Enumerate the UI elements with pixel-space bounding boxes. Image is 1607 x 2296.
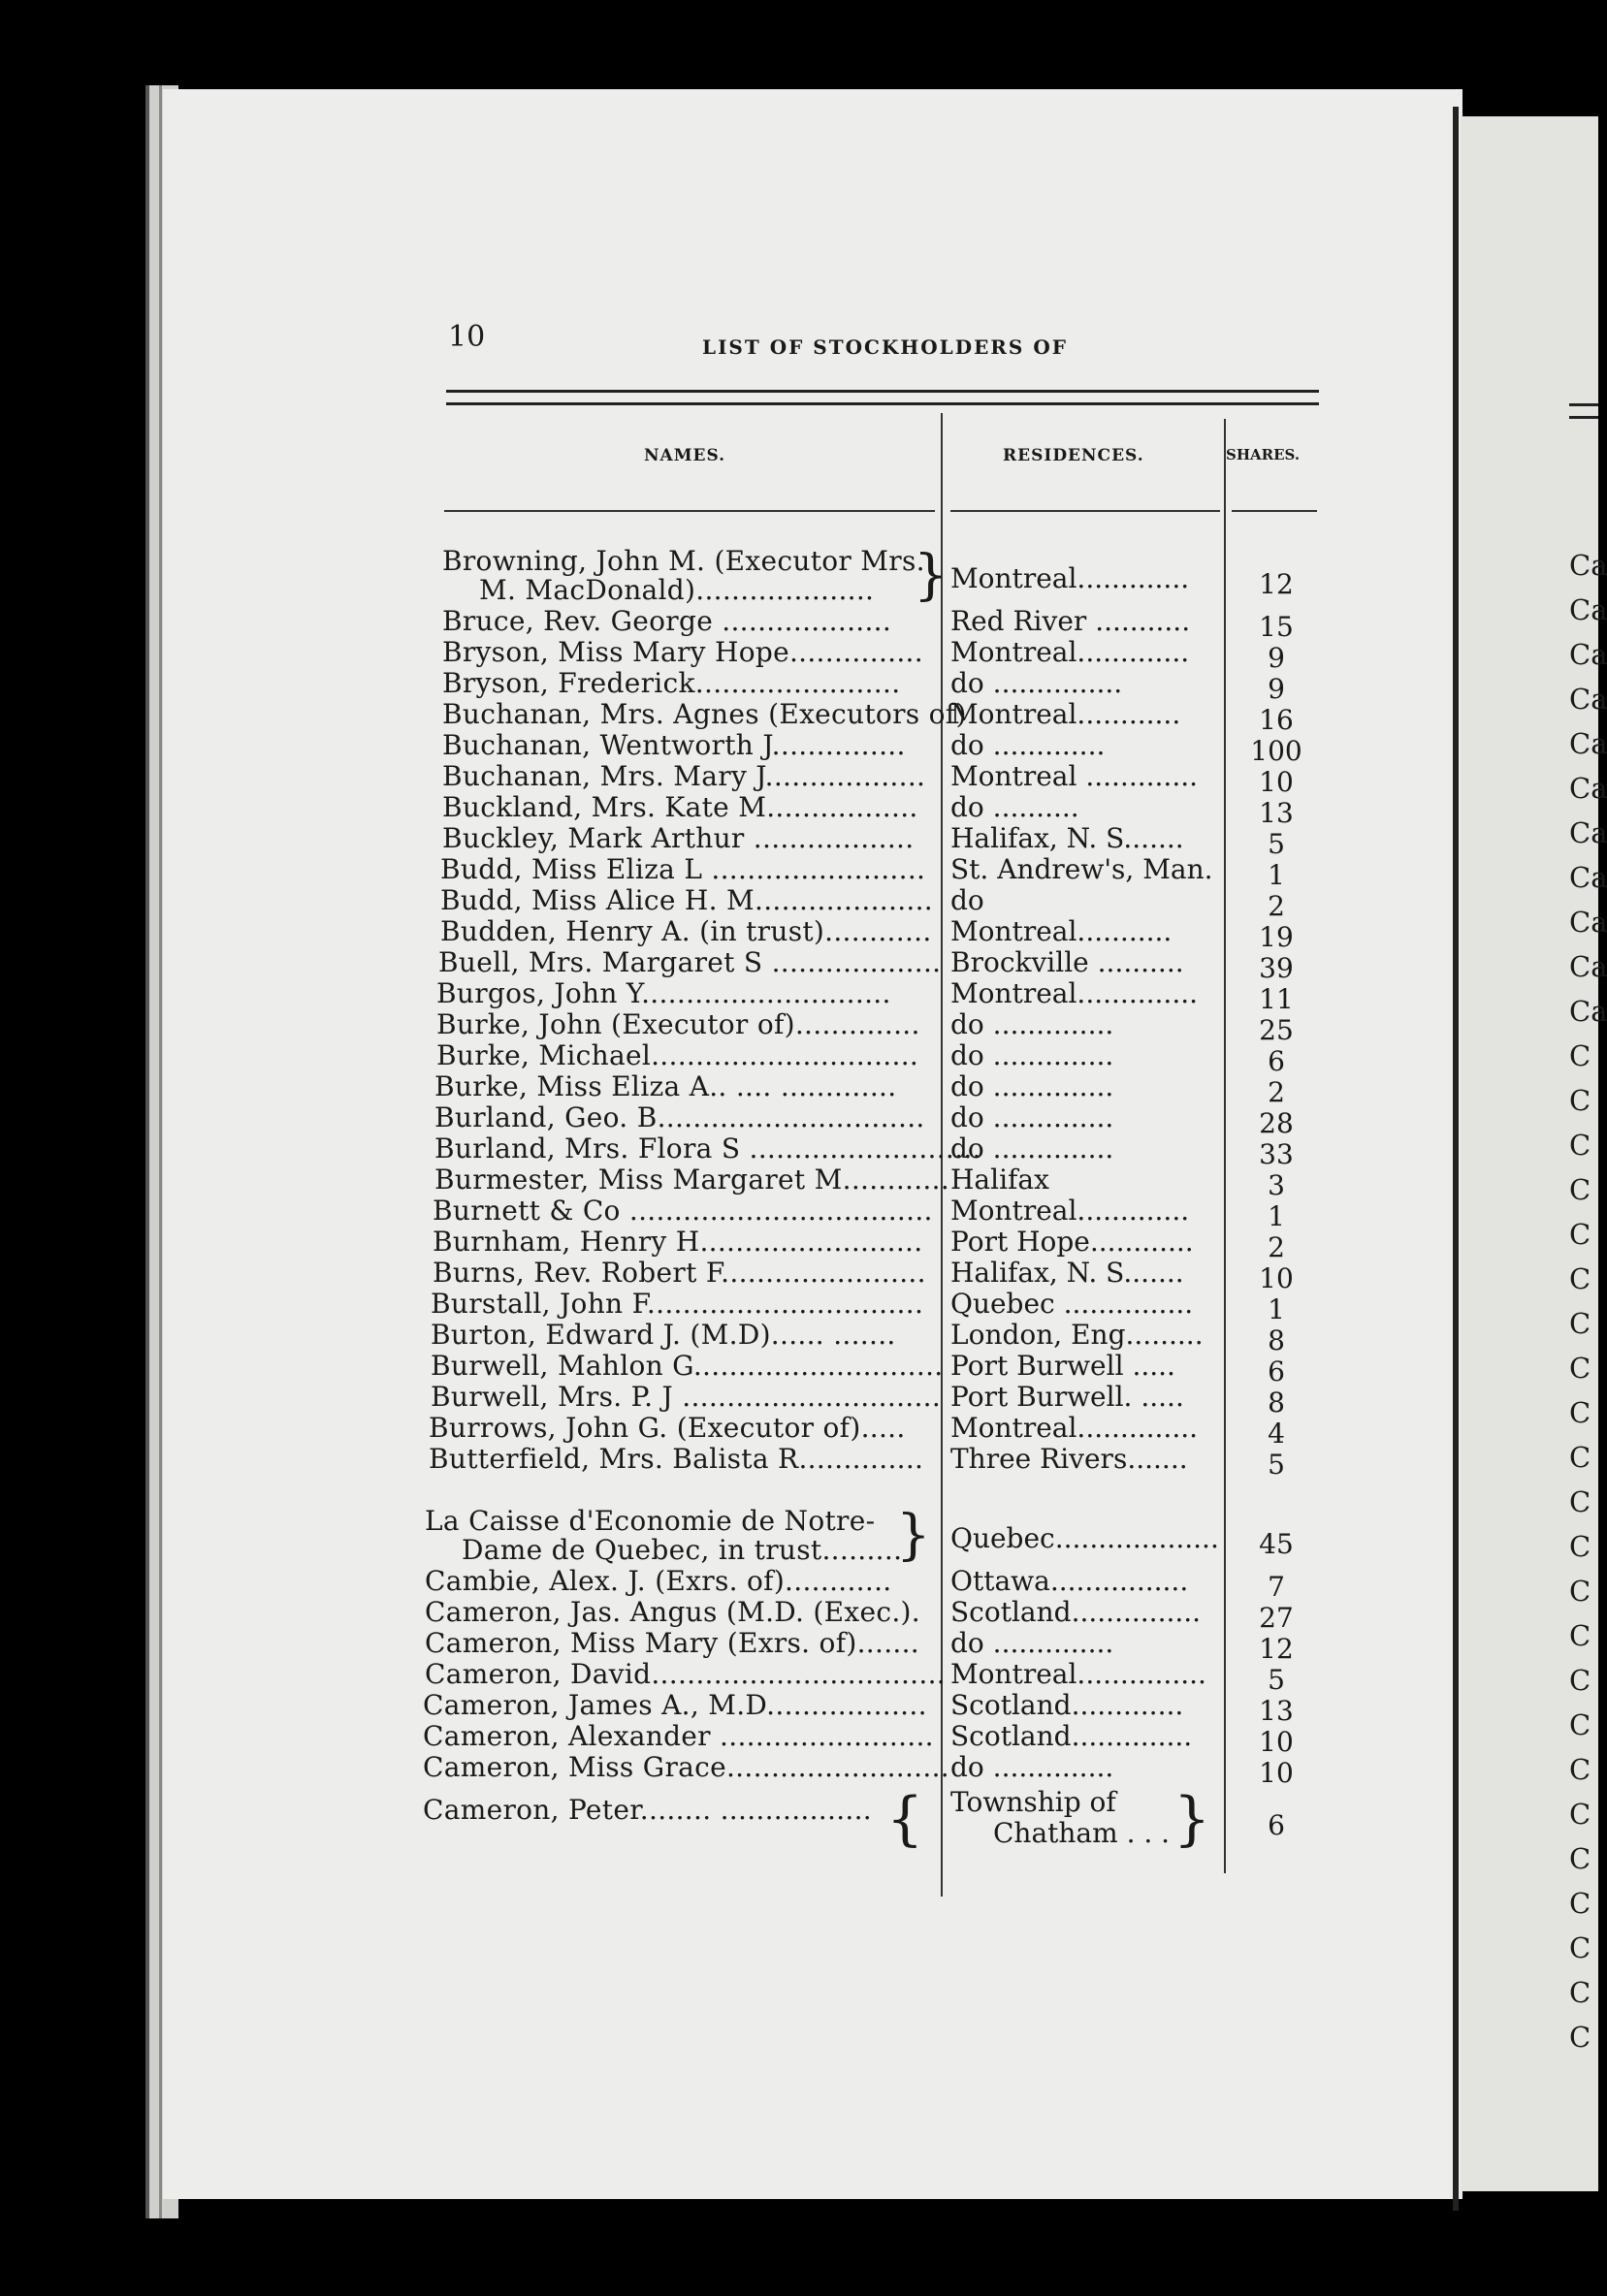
- stockholder-name: Budden, Henry A. (in trust)............: [440, 915, 932, 947]
- adjacent-page-letter: Ca: [1569, 727, 1607, 760]
- stockholder-name: Burland, Mrs. Flora S ..........................: [434, 1132, 981, 1164]
- stockholder-name: Cambie, Alex. J. (Exrs. of)............: [425, 1565, 892, 1597]
- share-count: 8: [1268, 1387, 1285, 1419]
- stockholder-name: Buchanan, Mrs. Agnes (Executors of): [442, 698, 967, 730]
- share-count: 2: [1268, 1076, 1285, 1108]
- stockholder-name: Burland, Geo. B..............................: [434, 1101, 925, 1133]
- residence: London, Eng.........: [950, 1319, 1204, 1351]
- stockholder-name: Burns, Rev. Robert F.......................: [433, 1257, 926, 1289]
- residence: Halifax, N. S.......: [950, 1257, 1184, 1289]
- share-count: 16: [1259, 704, 1294, 736]
- share-count: 9: [1268, 673, 1285, 705]
- share-count: 6: [1268, 1045, 1285, 1077]
- stockholder-name: Burrows, John G. (Executor of).....: [429, 1412, 906, 1444]
- stockholder-name: Burnett & Co ..................................: [433, 1195, 933, 1227]
- adjacent-page-letter: C: [1569, 1842, 1591, 1875]
- residence: do ..............: [950, 1627, 1114, 1659]
- shares-header-rule: [1232, 510, 1317, 512]
- share-count: 5: [1268, 1449, 1285, 1481]
- share-count: 100: [1250, 735, 1302, 767]
- stockholder-name: Budd, Miss Alice H. M....................: [440, 884, 934, 916]
- adjacent-page-letter: C: [1569, 1485, 1591, 1518]
- stockholder-name: La Caisse d'Economie de Notre-: [425, 1505, 876, 1537]
- adjacent-page-letter: Ca: [1569, 549, 1607, 582]
- stockholder-name: Cameron, James A., M.D..................: [423, 1689, 927, 1721]
- stockholder-name: Buell, Mrs. Margaret S ...................: [438, 946, 942, 978]
- residence: Port Burwell .....: [950, 1350, 1175, 1382]
- share-count: 12: [1259, 568, 1294, 600]
- share-count: 6: [1268, 1355, 1285, 1387]
- share-count: 1: [1268, 1200, 1285, 1232]
- adjacent-page-letter: C: [1569, 1575, 1591, 1608]
- residence: Montreal...........: [950, 915, 1173, 947]
- residence: Montreal.............: [950, 636, 1190, 668]
- stockholder-name: Burgos, John Y............................: [436, 977, 891, 1009]
- share-count: 2: [1268, 890, 1285, 922]
- adjacent-page-letter: C: [1569, 1931, 1591, 1964]
- adjacent-page-letter: Ca: [1569, 638, 1607, 671]
- residence: do: [950, 884, 984, 916]
- residence: Township of: [950, 1786, 1116, 1818]
- stockholder-name: Buckley, Mark Arthur ..................: [442, 822, 915, 854]
- residence: Three Rivers.......: [950, 1443, 1188, 1475]
- stockholder-name: Bryson, Frederick.......................: [442, 667, 901, 699]
- stockholder-name: Browning, John M. (Executor Mrs.: [442, 545, 925, 577]
- adjacent-page-letter: C: [1569, 1753, 1591, 1786]
- stockholder-name: Burwell, Mrs. P. J .............................: [431, 1381, 942, 1413]
- stockholder-name: Burstall, John F...............................: [431, 1288, 924, 1320]
- adjacent-page-letter: Ca: [1569, 772, 1607, 805]
- residence: Montreal.............: [950, 1195, 1190, 1227]
- stockholder-name: Burke, Miss Eliza A.. .... .............: [434, 1070, 897, 1102]
- residence: St. Andrew's, Man.: [950, 853, 1213, 885]
- adjacent-page-letter: C: [1569, 1798, 1591, 1831]
- page-number: 10: [448, 320, 486, 354]
- stockholder-name: Cameron, Peter........ .................: [423, 1794, 873, 1826]
- residence: Halifax, N. S.......: [950, 822, 1184, 854]
- residence: do ..............: [950, 1132, 1114, 1164]
- left-brace: {: [886, 1785, 924, 1853]
- share-count: 10: [1259, 1262, 1294, 1294]
- residence: Montreal...............: [950, 1658, 1206, 1690]
- adjacent-page-letter: C: [1569, 1887, 1591, 1920]
- share-count: 45: [1259, 1528, 1294, 1560]
- share-count: 13: [1259, 1695, 1294, 1727]
- stockholder-name: Buchanan, Mrs. Mary J..................: [442, 760, 926, 792]
- share-count: 8: [1268, 1324, 1285, 1356]
- residence: Montreal............: [950, 698, 1181, 730]
- stockholder-name: Bryson, Miss Mary Hope...............: [442, 636, 923, 668]
- running-title: LIST OF STOCKHOLDERS OF: [702, 335, 1068, 359]
- residences-header-rule: [950, 510, 1220, 512]
- residence: Port Burwell. .....: [950, 1381, 1184, 1413]
- residence: Montreal.............: [950, 562, 1190, 594]
- header-double-rule: [446, 390, 1319, 405]
- adjacent-page-letter: Ca: [1569, 995, 1607, 1028]
- share-count: 3: [1268, 1169, 1285, 1201]
- stockholder-name: Cameron, Miss Grace.........................: [423, 1751, 949, 1783]
- stockholder-name: Burke, Michael..............................: [436, 1039, 919, 1071]
- share-count: 39: [1259, 952, 1294, 984]
- share-count: 7: [1268, 1571, 1285, 1603]
- adjacent-page-letter: C: [1569, 1976, 1591, 2009]
- share-count: 10: [1259, 766, 1294, 798]
- adjacent-page-letter: C: [1569, 1084, 1591, 1117]
- share-count: 9: [1268, 642, 1285, 674]
- share-count: 33: [1259, 1138, 1294, 1170]
- right-brace: }: [1173, 1785, 1211, 1853]
- adjacent-page-letter: C: [1569, 1352, 1591, 1385]
- share-count: 12: [1259, 1633, 1294, 1665]
- residences-column-header: RESIDENCES.: [1003, 446, 1144, 465]
- adjacent-page-letter: C: [1569, 2021, 1591, 2054]
- residence: Quebec ...............: [950, 1288, 1194, 1320]
- share-count: 1: [1268, 1293, 1285, 1325]
- residence: Quebec...................: [950, 1522, 1219, 1554]
- adjacent-page-letter: Ca: [1569, 861, 1607, 894]
- residence: Montreal..............: [950, 977, 1199, 1009]
- residence: do ...............: [950, 667, 1123, 699]
- adjacent-page-letter: C: [1569, 1039, 1591, 1072]
- stockholder-name: Cameron, Alexander ........................: [423, 1720, 934, 1752]
- share-count: 19: [1259, 921, 1294, 953]
- adjacent-page-letter: C: [1569, 1708, 1591, 1741]
- adjacent-page-letter: C: [1569, 1664, 1591, 1697]
- residence: do ..............: [950, 1070, 1114, 1102]
- stockholder-name: Burnham, Henry H.........................: [433, 1226, 923, 1258]
- adjacent-page-letter: Ca: [1569, 906, 1607, 939]
- stockholder-name: Buckland, Mrs. Kate M.................: [442, 791, 918, 823]
- residence: do ..........: [950, 791, 1079, 823]
- adjacent-page-letter: C: [1569, 1619, 1591, 1652]
- adjacent-page-letter: Ca: [1569, 593, 1607, 626]
- stockholder-name: Burwell, Mahlon G............................: [431, 1350, 944, 1382]
- shares-column-header: SHARES.: [1226, 446, 1301, 463]
- share-count: 11: [1259, 983, 1294, 1015]
- residence: Scotland...............: [950, 1596, 1202, 1628]
- residence: do ..............: [950, 1008, 1114, 1040]
- adjacent-page-letter: Ca: [1569, 950, 1607, 983]
- share-count: 13: [1259, 797, 1294, 829]
- residence: Ottawa................: [950, 1565, 1189, 1597]
- residence: Port Hope............: [950, 1226, 1194, 1258]
- right-brace: }: [914, 544, 948, 607]
- adjacent-page-letter: Ca: [1569, 816, 1607, 849]
- stockholder-name: Burton, Edward J. (M.D)...... .......: [431, 1319, 896, 1351]
- adjacent-page-letter: Ca: [1569, 683, 1607, 716]
- right-brace: }: [896, 1504, 931, 1567]
- residence: Brockville ..........: [950, 946, 1184, 978]
- residence: Red River ...........: [950, 605, 1191, 637]
- stockholder-name: Burmester, Miss Margaret M............: [434, 1164, 950, 1196]
- residence: do ..............: [950, 1751, 1114, 1783]
- stockholder-name: Cameron, David.................................: [425, 1658, 946, 1690]
- share-count: 4: [1268, 1418, 1285, 1450]
- names-column-header: NAMES.: [644, 446, 726, 465]
- residence: do .............: [950, 729, 1106, 761]
- residence: Montreal .............: [950, 760, 1199, 792]
- stockholder-name-continued: Dame de Quebec, in trust.........: [462, 1534, 903, 1566]
- share-count: 10: [1259, 1757, 1294, 1789]
- share-count: 5: [1268, 1664, 1285, 1696]
- adjacent-page-letter: C: [1569, 1173, 1591, 1206]
- adjacent-page-letter: C: [1569, 1441, 1591, 1474]
- share-count: 1: [1268, 859, 1285, 891]
- residence: Halifax: [950, 1164, 1049, 1196]
- share-count: 25: [1259, 1014, 1294, 1046]
- stockholder-name-continued: M. MacDonald)....................: [479, 574, 875, 606]
- residence: Montreal..............: [950, 1412, 1199, 1444]
- share-count: 15: [1259, 611, 1294, 643]
- column-divider-right: [1224, 419, 1226, 1873]
- stockholder-name: Budd, Miss Eliza L ........................: [440, 853, 926, 885]
- residence: Scotland.............: [950, 1689, 1184, 1721]
- residence: Scotland..............: [950, 1720, 1193, 1752]
- adjacent-page-letter: C: [1569, 1218, 1591, 1251]
- share-count: 10: [1259, 1726, 1294, 1758]
- names-header-rule: [444, 510, 935, 512]
- adjacent-page-letter: C: [1569, 1307, 1591, 1340]
- adjacent-page-letter: C: [1569, 1129, 1591, 1162]
- share-count: 6: [1268, 1809, 1285, 1841]
- share-count: 27: [1259, 1602, 1294, 1634]
- adjacent-page-rule: [1569, 403, 1598, 419]
- share-count: 28: [1259, 1107, 1294, 1139]
- adjacent-page-letter: C: [1569, 1396, 1591, 1429]
- stockholder-name: Burke, John (Executor of)..............: [436, 1008, 920, 1040]
- stockholder-name: Cameron, Miss Mary (Exrs. of).......: [425, 1627, 920, 1659]
- stockholder-name: Butterfield, Mrs. Balista R..............: [429, 1443, 924, 1475]
- residence-continued: Chatham . . .: [993, 1817, 1171, 1849]
- stockholder-name: Bruce, Rev. George ...................: [442, 605, 892, 637]
- adjacent-page-letter: C: [1569, 1530, 1591, 1563]
- page-gutter-rule: [1453, 107, 1459, 2211]
- residence: do ..............: [950, 1101, 1114, 1133]
- stockholder-name: Cameron, Jas. Angus (M.D. (Exec.).: [425, 1596, 920, 1628]
- share-count: 2: [1268, 1231, 1285, 1263]
- stockholder-name: Buchanan, Wentworth J...............: [442, 729, 906, 761]
- residence: do ..............: [950, 1039, 1114, 1071]
- adjacent-page-letter: C: [1569, 1262, 1591, 1295]
- share-count: 5: [1268, 828, 1285, 860]
